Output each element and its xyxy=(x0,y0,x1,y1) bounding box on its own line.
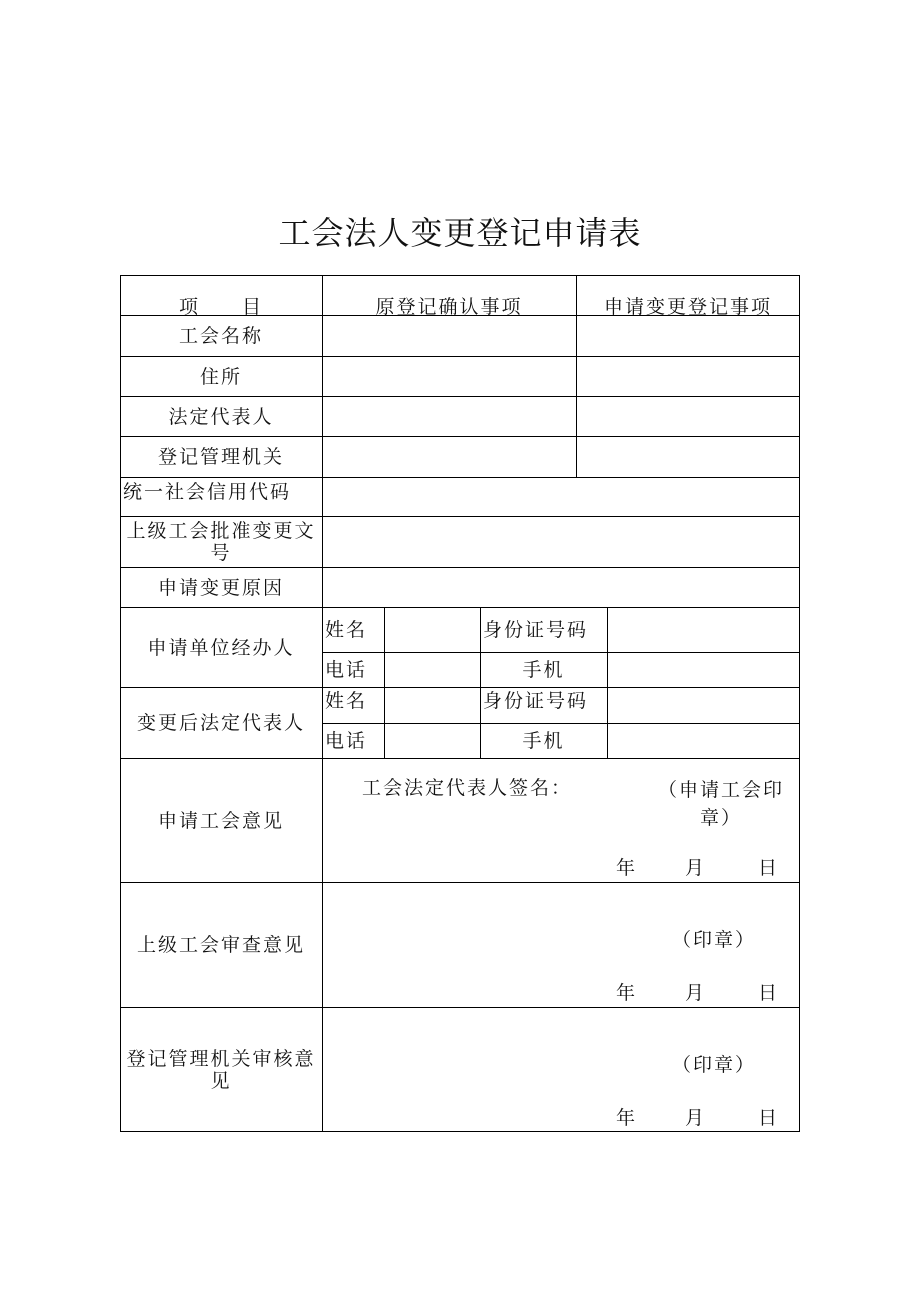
union-opinion-label: 申请工会意见 xyxy=(157,809,284,832)
applicant-handler-label: 申请单位经办人 xyxy=(147,636,295,659)
union-date-day: 日 xyxy=(758,857,780,879)
table-column-rule xyxy=(607,607,608,758)
union-date-month: 月 xyxy=(685,857,707,879)
header-original: 原登记确认事项 xyxy=(375,296,523,318)
superior-seal-text: （印章） xyxy=(672,929,757,951)
superior-date-day: 日 xyxy=(758,982,780,1004)
new-rep-id-label: 身份证号码 xyxy=(483,690,589,712)
authority-date-month: 月 xyxy=(685,1107,707,1129)
row-label-address: 住所 xyxy=(199,366,242,388)
table-column-rule xyxy=(384,607,385,758)
application-form-table xyxy=(120,275,800,1132)
row-label-approval-doc: 上级工会批准变更文号 xyxy=(126,520,316,564)
authority-date-year: 年 xyxy=(616,1107,638,1129)
applicant-mobile-label: 手机 xyxy=(522,659,565,681)
superior-date-month: 月 xyxy=(685,982,707,1004)
new-rep-name-label: 姓名 xyxy=(325,690,368,712)
header-item: 项 目 xyxy=(178,296,263,318)
table-border-bottom xyxy=(120,1131,800,1132)
row-label-legal-rep: 法定代表人 xyxy=(168,406,274,428)
new-legal-rep-label: 变更后法定代表人 xyxy=(136,712,305,734)
table-border-right xyxy=(799,275,800,1132)
row-label-registration-authority: 登记管理机关 xyxy=(157,446,284,468)
row-label-union-name: 工会名称 xyxy=(178,325,263,347)
union-seal-text: （申请工会印章） xyxy=(657,779,784,829)
superior-date-year: 年 xyxy=(616,982,638,1004)
union-date-year: 年 xyxy=(616,857,638,879)
authority-opinion-label: 登记管理机关审核意见 xyxy=(126,1047,316,1092)
row-label-credit-code: 统一社会信用代码 xyxy=(123,481,292,503)
superior-opinion-label: 上级工会审查意见 xyxy=(136,934,305,956)
union-signature-label: 工会法定代表人签名： xyxy=(362,777,573,799)
authority-date-day: 日 xyxy=(758,1107,780,1129)
authority-seal-text: （印章） xyxy=(672,1054,757,1076)
applicant-phone-label: 电话 xyxy=(325,659,368,681)
new-rep-phone-label: 电话 xyxy=(325,730,368,752)
form-title: 工会法人变更登记申请表 xyxy=(278,214,642,252)
header-change: 申请变更登记事项 xyxy=(603,296,772,318)
row-label-change-reason: 申请变更原因 xyxy=(157,577,284,599)
applicant-id-label: 身份证号码 xyxy=(483,619,589,641)
new-rep-mobile-label: 手机 xyxy=(522,730,565,752)
applicant-name-label: 姓名 xyxy=(325,619,368,641)
